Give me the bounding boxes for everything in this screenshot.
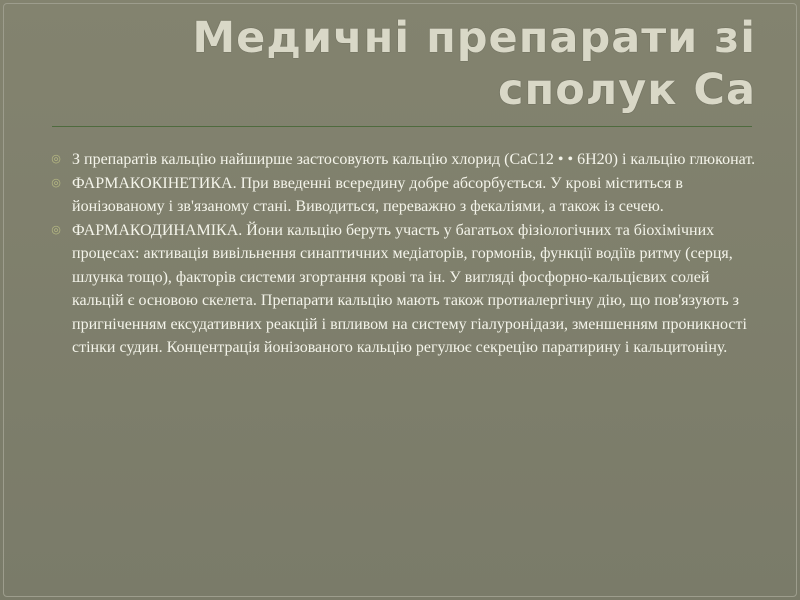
bullet-paragraph-2 xyxy=(48,172,760,219)
bullet-icon: ◎ xyxy=(51,153,61,165)
title-divider xyxy=(52,126,752,127)
bullet-icon: ◎ xyxy=(51,176,61,189)
paragraph-text: ФАРМАКОКІНЕТИКА. При введенні всередину добре абсорбується. У крові міститься в йонізованому і зв'язаному стані. Виводиться, переважно з фекаліями, а також із сечею. xyxy=(72,174,683,215)
slide-title: Медичні препарати зі сполук Са xyxy=(192,13,756,115)
paragraph-text: ФАРМАКОДИНАМІКА. Йони кальцію беруть участь у багатьох фізіологічних та біохімічних процесах: активація вивільнення синаптичних медіаторів, гормонів, функції водіїв ритму (серця, шлунка тощо), факторів системи згортання крові та ін. У вигляді фосфорно-кальцієвих солей кальцій є основою скелета. Препарати кальцію мають також протиалергічну дію, що пов'язують з пригніченням ексудативних реакцій і впливом на систему гіалуронідази, зменшенням проникності стінки судин. Концентрація йонізованого кальцію регулює секрецію паратирину і кальцитоніну. xyxy=(72,221,747,356)
bullet-paragraph-1 xyxy=(48,148,760,172)
bullet-paragraph-3 xyxy=(48,219,760,360)
slide-body xyxy=(48,148,760,360)
bullet-icon: ◎ xyxy=(51,223,61,236)
paragraph-text: З препаратів кальцію найширше застосовують кальцію хлорид (СаС12 • • 6Н20) і кальцію глюконат. xyxy=(72,151,756,168)
